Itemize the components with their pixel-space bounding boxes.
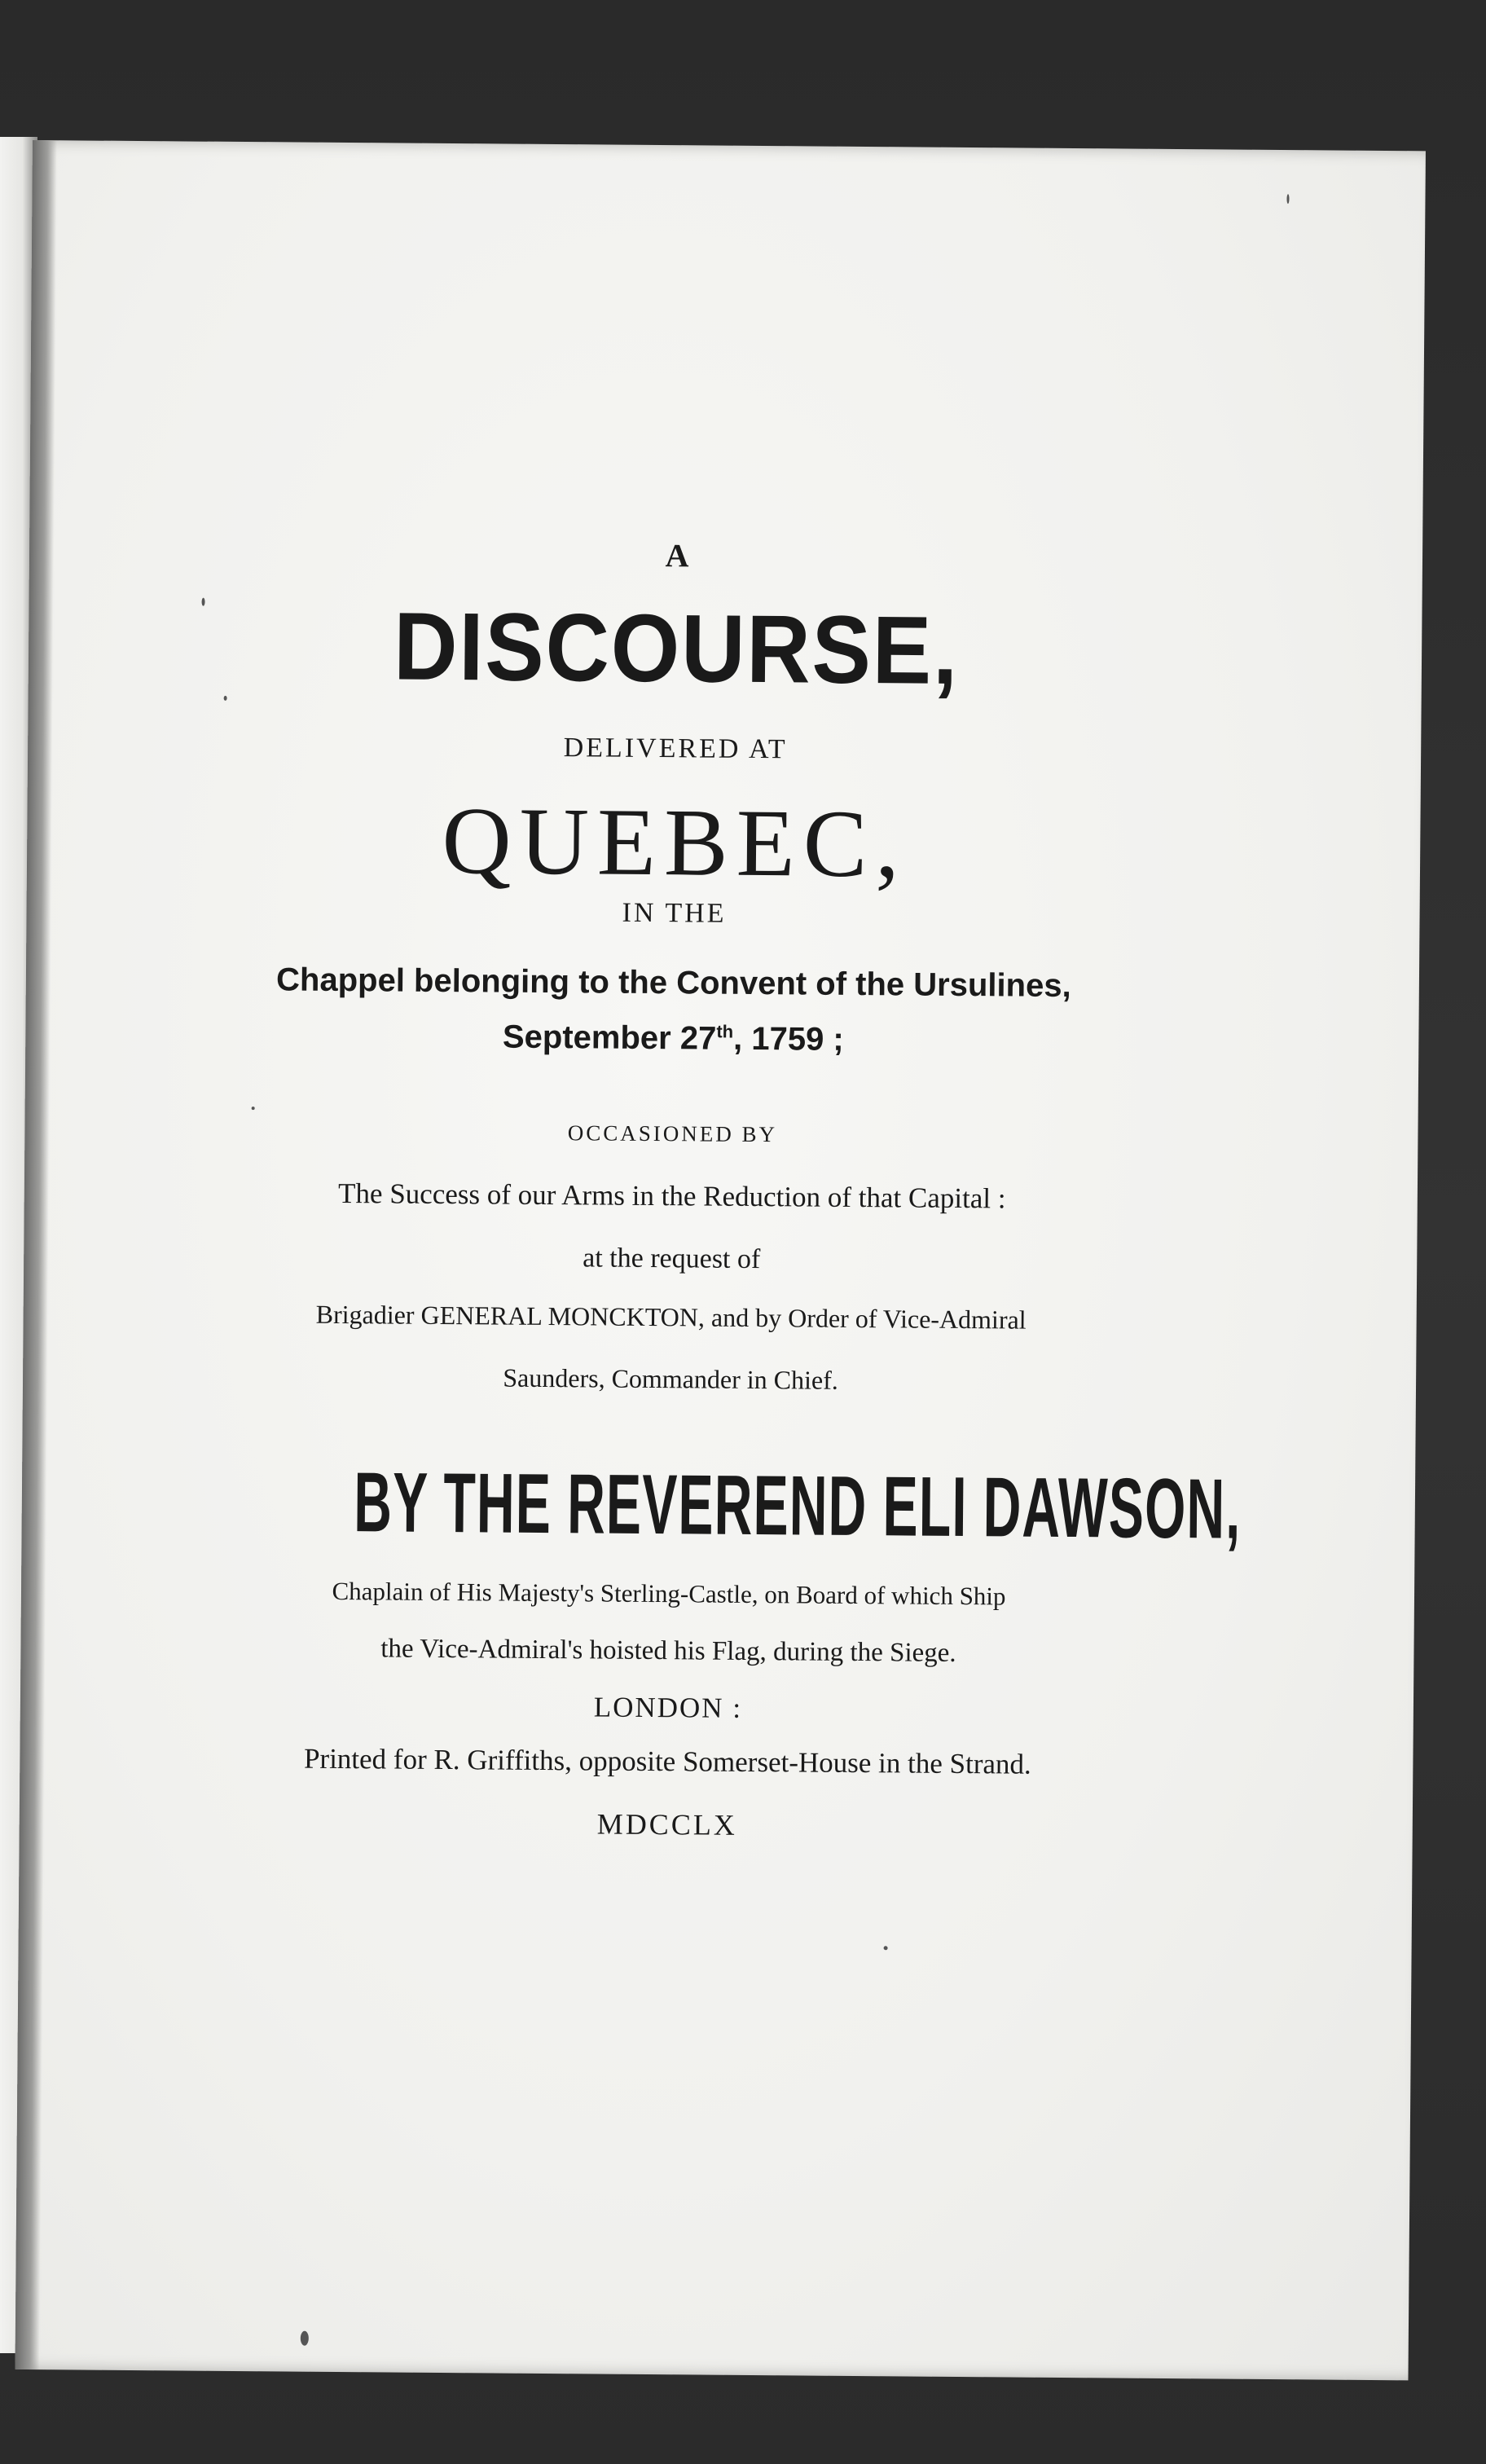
- brigadier-line: Brigadier GENERAL MONCKTON, and by Order of Vice-Admiral: [315, 1299, 1027, 1335]
- imprint-year: MDCCLX: [596, 1807, 737, 1841]
- place-name: QUEBEC,: [442, 786, 908, 898]
- saunders-line: Saunders, Commander in Chief.: [503, 1362, 838, 1395]
- chappel-line: Chappel belonging to the Convent of the Ursulines,: [275, 961, 1071, 1005]
- request-line: at the request of: [583, 1243, 761, 1275]
- date-prefix: September 27: [502, 1019, 717, 1057]
- author-byline: BY THE REVEREND ELI DAWSON,: [353, 1455, 1242, 1557]
- delivered-at-label: DELIVERED AT: [563, 733, 788, 765]
- date-line: [164, 1016, 1182, 1061]
- in-the-label: IN THE: [622, 897, 727, 929]
- title-main: DISCOURSE,: [393, 592, 960, 705]
- occasioned-by-label: OCCASIONED BY: [567, 1120, 778, 1147]
- paper-specks: [33, 140, 1426, 151]
- chaplain-line: Chaplain of His Majesty's Sterling-Castle, on Board of which Ship: [332, 1576, 1006, 1611]
- title-page-text: [171, 141, 1242, 1841]
- date-suffix: , 1759 ;: [732, 1020, 844, 1058]
- title-article: A: [665, 537, 689, 574]
- date-superscript: th: [716, 1021, 734, 1042]
- imprint-city: LONDON :: [593, 1691, 743, 1724]
- vice-admiral-line: the Vice-Admiral's hoisted his Flag, during the Siege.: [380, 1634, 956, 1668]
- title-page: [15, 140, 1426, 2380]
- printer-line: Printed for R. Griffiths, opposite Somerset-House in the Strand.: [303, 1742, 1031, 1780]
- success-line: The Success of our Arms in the Reduction of that Capital :: [337, 1177, 1006, 1215]
